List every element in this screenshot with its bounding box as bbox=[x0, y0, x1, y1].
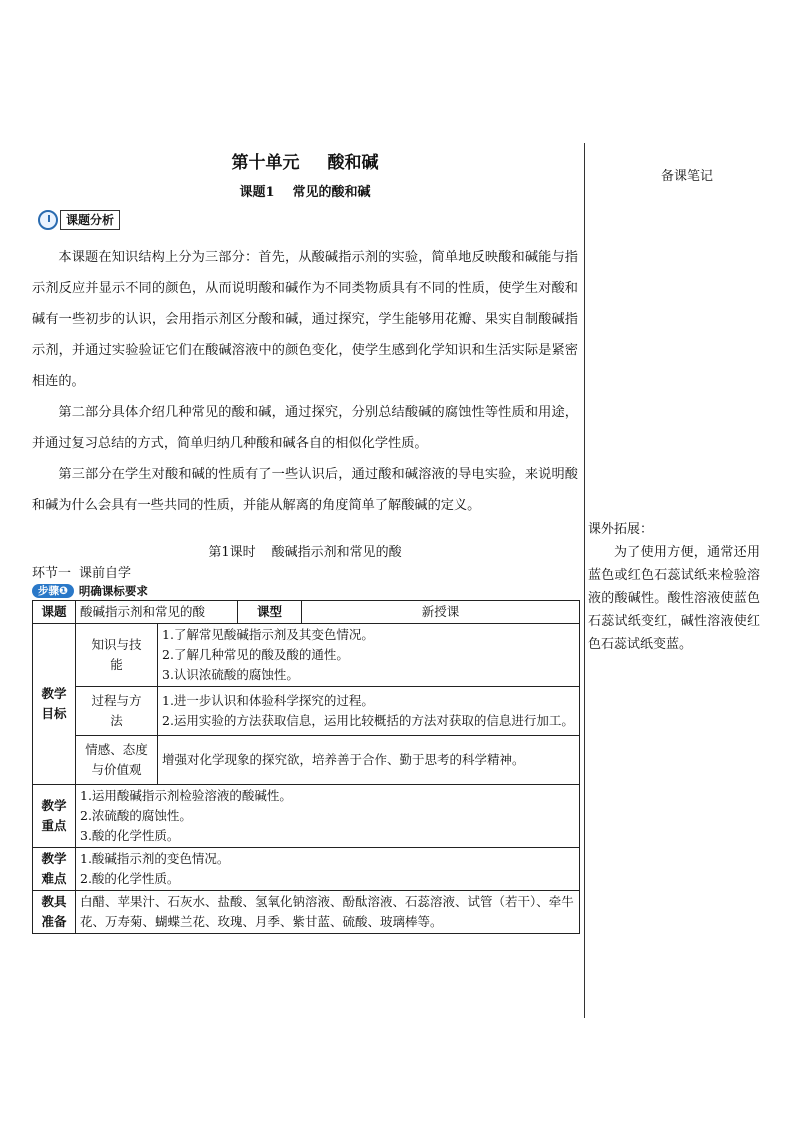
goal-items bbox=[158, 687, 580, 736]
extension-label: 课外拓展： bbox=[588, 522, 654, 537]
step-text: 明确课标要求 bbox=[78, 584, 148, 598]
key-points bbox=[76, 785, 580, 848]
goal-items bbox=[158, 624, 580, 687]
topic-value: 酸碱指示剂和常见的酸 bbox=[76, 601, 238, 624]
goals-header-text: 教学目标 bbox=[41, 686, 67, 721]
list-item: 2.浓硫酸的腐蚀性。 bbox=[80, 808, 192, 823]
table-row bbox=[33, 785, 580, 848]
list-item: 1.酸碱指示剂的变色情况。 bbox=[80, 851, 230, 866]
lesson-plan-table bbox=[32, 600, 580, 934]
list-item: 2.酸的化学性质。 bbox=[80, 871, 180, 886]
list-item: 3.认识浓硫酸的腐蚀性。 bbox=[162, 667, 299, 682]
goals-header bbox=[33, 624, 76, 785]
difficulties bbox=[76, 848, 580, 891]
materials-header: 教具准备 bbox=[33, 891, 76, 934]
analysis-paragraph-3: 第三部分在学生对酸和碱的性质有了一些认识后，通过酸和碱溶液的导电实验，来说明酸和碱为什么会具有一些共同的性质，并能从解离的角度简单了解酸碱的定义。 bbox=[32, 467, 578, 513]
goal-category: 过程与方法 bbox=[76, 687, 158, 736]
clock-icon bbox=[38, 210, 58, 230]
list-item: 1.进一步认识和体验科学探究的过程。 bbox=[162, 693, 374, 708]
list-item: 2.了解几种常见的酸及酸的通性。 bbox=[162, 647, 349, 662]
unit-title bbox=[32, 150, 578, 176]
list-item: 3.酸的化学性质。 bbox=[80, 828, 180, 843]
lesson-label: 第1课时 bbox=[208, 545, 256, 560]
section-name: 课前自学 bbox=[79, 566, 132, 581]
notes-title: 备课笔记 bbox=[660, 169, 713, 184]
lesson-title bbox=[32, 543, 578, 563]
goal-category: 知识与技能 bbox=[76, 624, 158, 687]
table-row bbox=[33, 687, 580, 736]
list-item: 2.运用实验的方法获取信息，运用比较概括的方法对获取的信息进行加工。 bbox=[162, 713, 574, 728]
type-value: 新授课 bbox=[302, 601, 580, 624]
table-row bbox=[33, 624, 580, 687]
margin-divider bbox=[584, 143, 585, 1018]
goal-category: 情感、态度与价值观 bbox=[76, 736, 158, 785]
unit-label: 第十单元 bbox=[231, 153, 300, 173]
materials: 白醋、苹果汁、石灰水、盐酸、氢氧化钠溶液、酚酞溶液、石蕊溶液、试管（若干）、牵牛花、万寿菊、蝴蝶兰花、玫瑰、月季、紫甘蓝、硫酸、玻璃棒等。 bbox=[76, 891, 580, 934]
analysis-badge bbox=[38, 210, 120, 230]
extension-text: 为了使用方便，通常还用蓝色或红色石蕊试纸来检验溶液的酸碱性。酸性溶液使蓝色石蕊试纸变红，碱性溶液使红色石蕊试纸变蓝。 bbox=[588, 545, 760, 652]
list-item: 1.运用酸碱指示剂检验溶液的酸碱性。 bbox=[80, 788, 292, 803]
list-item: 1.了解常见酸碱指示剂及其变色情况。 bbox=[162, 627, 374, 642]
analysis-badge-label: 课题分析 bbox=[60, 210, 120, 230]
step-badge: 步骤❶ bbox=[32, 584, 74, 598]
goal-items bbox=[158, 736, 580, 785]
extension-note bbox=[588, 518, 760, 656]
topic-title bbox=[32, 182, 578, 204]
analysis-paragraph-2: 第二部分具体介绍几种常见的酸和碱，通过探究，分别总结酸碱的腐蚀性等性质和用途，并通过复习总结的方式，简单归纳几种酸和碱各自的相似化学性质。 bbox=[32, 405, 578, 451]
type-header: 课型 bbox=[238, 601, 302, 624]
list-item: 增强对化学现象的探究欲，培养善于合作、勤于思考的科学精神。 bbox=[162, 752, 525, 767]
table-row bbox=[33, 601, 580, 624]
unit-name: 酸和碱 bbox=[327, 153, 379, 173]
table-row bbox=[33, 848, 580, 891]
section-label: 环节一 bbox=[32, 566, 72, 581]
step-heading bbox=[32, 583, 578, 599]
key-points-header: 教学重点 bbox=[33, 785, 76, 848]
lesson-name: 酸碱指示剂和常见的酸 bbox=[271, 545, 402, 560]
analysis-paragraph-1: 本课题在知识结构上分为三部分：首先，从酸碱指示剂的实验，简单地反映酸和碱能与指示剂反应并显示不同的颜色，从而说明酸和碱作为不同类物质具有不同的性质，使学生对酸和碱有一些初步的认识，会用指示剂区分酸和碱，通过探究，学生能够用花瓣、果实自制酸碱指示剂，并通过实验验证它们在酸碱溶液中的颜色变化，使学生感到化学知识和生活实际是紧密相连的。 bbox=[32, 250, 578, 389]
table-row bbox=[33, 891, 580, 934]
topic-name: 常见的酸和碱 bbox=[292, 185, 371, 200]
difficulties-header: 教学难点 bbox=[33, 848, 76, 891]
topic-label: 课题1 bbox=[239, 185, 275, 200]
main-content bbox=[32, 150, 578, 934]
section-heading bbox=[32, 565, 578, 583]
topic-header: 课题 bbox=[33, 601, 76, 624]
table-row bbox=[33, 736, 580, 785]
